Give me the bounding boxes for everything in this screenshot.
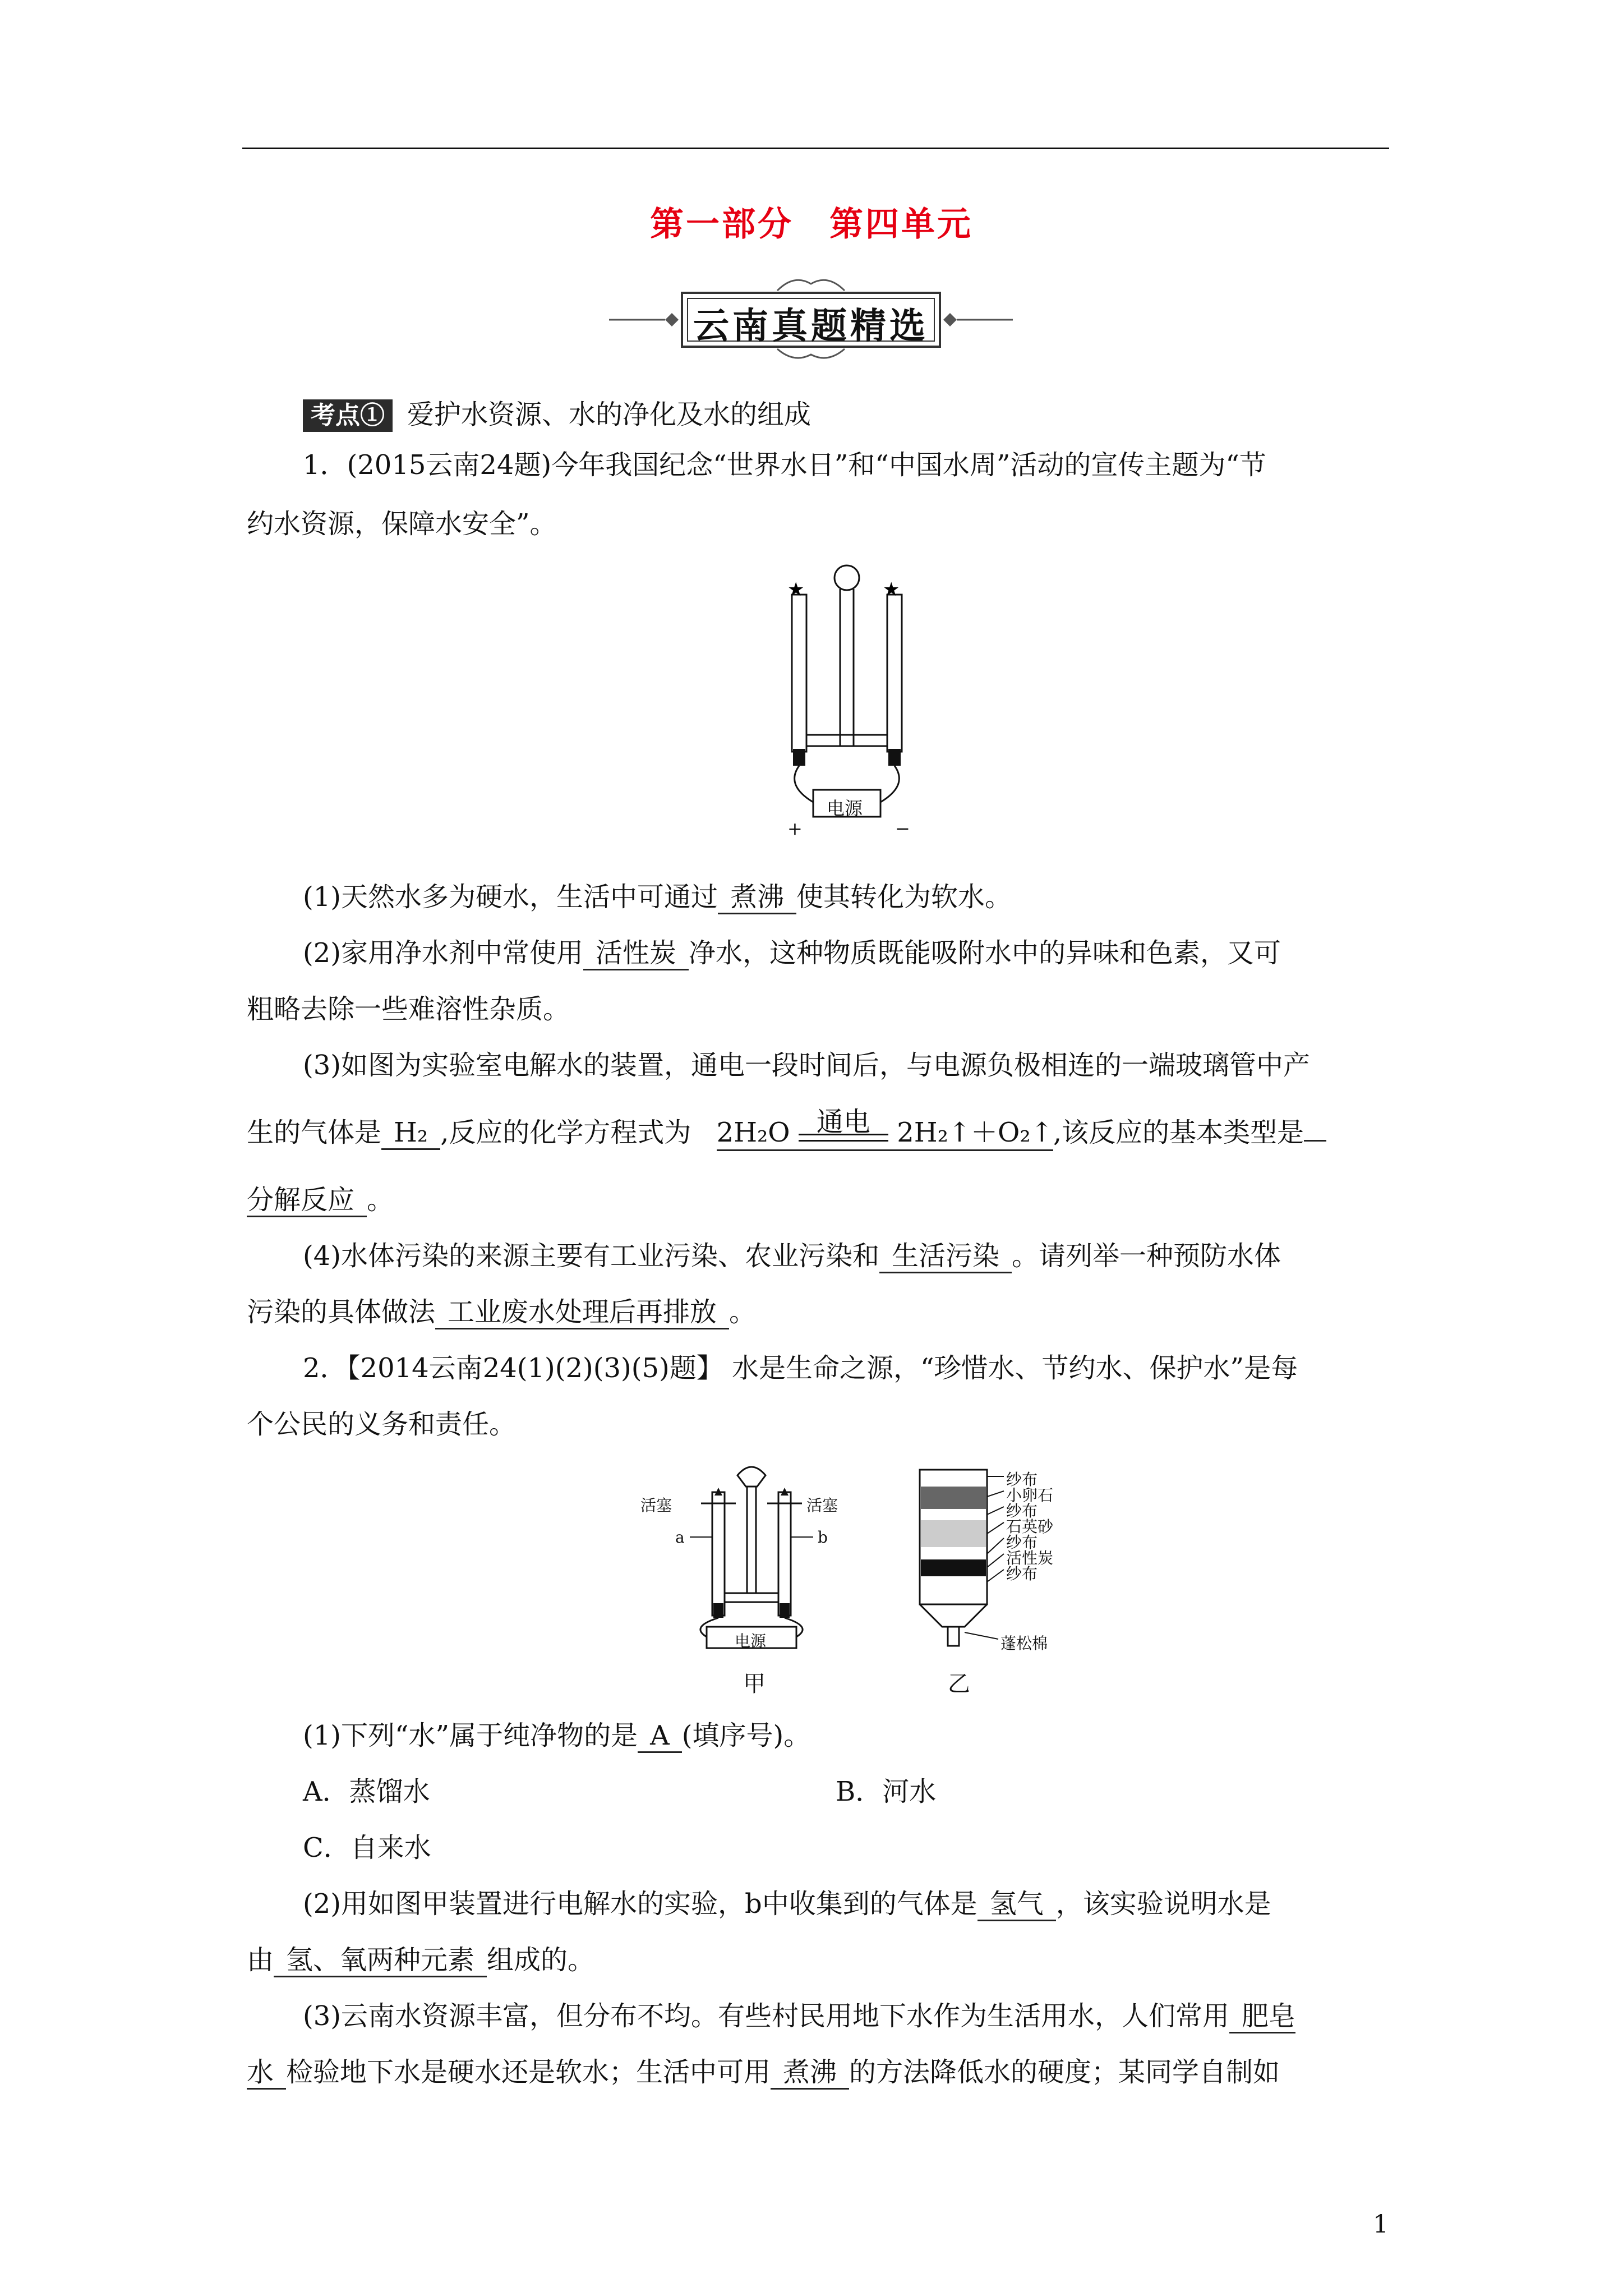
valve-left-label: 活塞	[640, 1496, 672, 1515]
q1-part2-answer: 活性炭	[583, 937, 689, 970]
q2-part3-line2	[247, 2050, 1280, 2090]
q1-part3-blank-start	[1304, 1140, 1326, 1142]
figure-yi-caption: 乙	[948, 1671, 970, 1697]
q1-electrolysis-figure	[780, 555, 914, 847]
q1-part3-line3	[247, 1178, 394, 1217]
q1-part3-answer-gas: H₂	[381, 1117, 440, 1150]
q1-fig-power-label: 电源	[827, 798, 863, 819]
filter-layer-label: 石英砂	[1006, 1517, 1054, 1536]
q1-part2	[303, 931, 1281, 970]
filter-layer-label: 纱布	[1006, 1533, 1038, 1552]
q1-part4	[303, 1234, 1281, 1273]
q2-part1-answer: A	[638, 1720, 682, 1753]
unit-title: 第一部分 第四单元	[650, 205, 973, 244]
q2-stem-line1: 2．【2014云南24(1)(2)(3)(5)题】 水是生命之源，“珍惜水、节约水、保护水”是每	[303, 1352, 1298, 1384]
q1-part1	[303, 875, 1012, 914]
equation-left: 2H₂O	[716, 1117, 790, 1148]
q1-part4-line2	[247, 1290, 756, 1329]
q1-part2-text: (2)家用净水剂中常使用	[303, 937, 583, 969]
section-heading	[303, 393, 811, 432]
tube-b-label: b	[818, 1528, 828, 1547]
filter-layer-label: 小卵石	[1006, 1486, 1054, 1504]
filter-layer-label: 纱布	[1006, 1502, 1038, 1520]
q2-part2-text-c: 由	[247, 1944, 274, 1976]
svg-text:★: ★	[787, 578, 805, 601]
q2-part2-answer: 氢气	[978, 1888, 1056, 1921]
q2-part3-answer-cont: 水	[247, 2056, 286, 2090]
equation-arrow	[799, 1106, 888, 1142]
tube-a-label: a	[675, 1528, 685, 1547]
q1-part1-answer: 煮沸	[718, 881, 796, 914]
banner-title: 云南真题精选	[693, 305, 929, 347]
page-number: 1	[1373, 2210, 1389, 2239]
q1-part2-text-b: 净水，这种物质既能吸附水中的异味和色素，又可	[689, 937, 1281, 969]
q2-part2-text-d: 组成的。	[487, 1944, 595, 1976]
q2-part3-answer: 肥皂	[1229, 2000, 1295, 2033]
q1-part3-line2	[247, 1106, 1326, 1151]
header-rule	[242, 148, 1389, 149]
q2-option-a: A．蒸馏水	[303, 1776, 430, 1807]
q2-stem-line2: 个公民的义务和责任。	[247, 1409, 517, 1440]
q2-option-c: C．自来水	[303, 1832, 431, 1864]
filter-layer-label: 纱布	[1006, 1565, 1038, 1583]
equation-condition: 通电	[816, 1106, 870, 1138]
q1-part4-text-b: 。请列举一种预防水体	[1012, 1240, 1281, 1272]
q1-part1-text-b: 使其转化为软水。	[796, 881, 1012, 913]
q2-part2-text-b: ，该实验说明水是	[1055, 1888, 1271, 1920]
q2-part1-text-b: (填序号)。	[681, 1720, 811, 1751]
q2-part2	[303, 1882, 1271, 1921]
q2-part3	[303, 1994, 1295, 2033]
q2-part1	[303, 1714, 810, 1753]
q1-part3-end: 。	[367, 1184, 394, 1216]
q1-part3-line1: (3)如图为实验室电解水的装置，通电一段时间后，与电源负极相连的一端玻璃管中产	[303, 1050, 1310, 1081]
filter-layer-label: 蓬松棉	[1000, 1634, 1048, 1653]
electrolysis-valves-icon	[628, 1458, 875, 1649]
q1-part3-answer-type: 分解反应	[247, 1184, 367, 1217]
jia-power-label: 电源	[735, 1632, 767, 1650]
q1-stem-line1: 1．(2015云南24题)今年我国纪念“世界水日”和“中国水周”活动的宣传主题为“节	[303, 449, 1266, 481]
q1-part3-text: 生的气体是	[247, 1117, 382, 1148]
q1-part1-text: (1)天然水多为硬水，生活中可通过	[303, 881, 718, 913]
q2-part1-text: (1)下列“水”属于纯净物的是	[303, 1720, 638, 1751]
q2-part2-answer2: 氢、氧两种元素	[274, 1944, 487, 1977]
filter-layer-label: 纱布	[1006, 1470, 1038, 1489]
q1-equation	[716, 1106, 1053, 1151]
q2-part3-text-c: 的方法降低水的硬度；某同学自制如	[849, 2056, 1280, 2088]
section-title: 爱护水资源、水的净化及水的组成	[407, 399, 811, 430]
q2-part3-answer2: 煮沸	[771, 2056, 849, 2090]
q1-part4-end: 。	[729, 1296, 757, 1328]
q2-option-b: B．河水	[836, 1776, 937, 1807]
q1-part2-line2: 粗略去除一些难溶性杂质。	[247, 993, 570, 1025]
q2-figure-yi	[909, 1464, 1088, 1697]
section-banner	[609, 268, 1013, 364]
svg-text:★: ★	[883, 578, 900, 601]
valve-right-label: 活塞	[806, 1496, 838, 1515]
equation-right: 2H₂↑＋O₂↑	[897, 1117, 1053, 1148]
q1-part4-answer: 生活污染	[879, 1240, 1012, 1273]
q1-part4-text: (4)水体污染的来源主要有工业污染、农业污染和	[303, 1240, 879, 1272]
q2-part2-line2	[247, 1938, 594, 1977]
section-tag: 考点①	[303, 399, 393, 432]
q1-part3-text-b: ,反应的化学方程式为	[440, 1117, 691, 1148]
q1-part4-answer2: 工业废水处理后再排放	[435, 1296, 729, 1329]
q1-stem-line2: 约水资源，保障水安全”。	[247, 508, 557, 540]
q1-part3-text-c: ,该反应的基本类型是	[1053, 1117, 1304, 1148]
q1-fig-minus: −	[895, 818, 910, 839]
q1-fig-plus: +	[787, 818, 803, 839]
filter-layer-label: 活性炭	[1006, 1549, 1054, 1567]
q2-part3-text: (3)云南水资源丰富，但分布不均。有些村民用地下水作为生活用水，人们常用	[303, 2000, 1229, 2032]
q1-part4-text-c: 污染的具体做法	[247, 1296, 436, 1328]
q2-part3-text-b: 检验地下水是硬水还是软水；生活中可用	[286, 2056, 771, 2088]
water-filter-icon	[909, 1464, 1088, 1655]
q2-part2-text: (2)用如图甲装置进行电解水的实验，b中收集到的气体是	[303, 1888, 978, 1920]
figure-jia-caption: 甲	[743, 1671, 766, 1697]
q2-figure-jia	[628, 1458, 875, 1697]
